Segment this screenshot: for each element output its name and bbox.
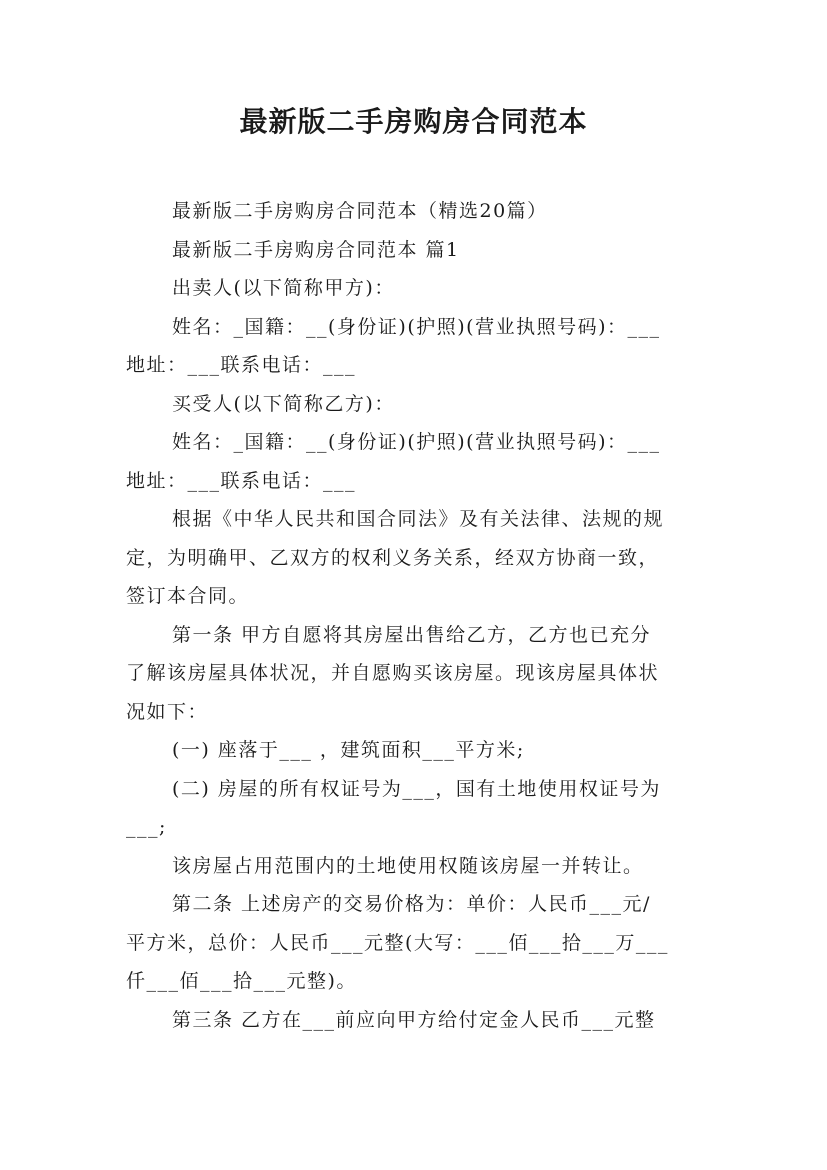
paragraph-line: 第三条 乙方在___前应向甲方给付定金人民币___元整 (172, 1008, 656, 1031)
paragraph-line: 地址：___联系电话：___ (126, 354, 357, 376)
paragraph-line: 最新版二手房购房合同范本 篇1 (172, 238, 460, 261)
paragraph-line: 根据《中华人民共和国合同法》及有关法律、法规的规 (172, 508, 665, 530)
paragraph-line: ___; (126, 816, 167, 838)
paragraph-line: 第二条 上述房产的交易价格为：单价：人民币___元/ (172, 893, 651, 915)
paragraph-line: 买受人(以下简称乙方)： (172, 392, 395, 415)
paragraph-line: 签订本合同。 (126, 585, 250, 607)
paragraph-line: 平方米，总价：人民币___元整(大写：___佰___拾___万___ (126, 931, 669, 954)
document-body (126, 192, 706, 1039)
paragraph-line: 该房屋占用范围内的土地使用权随该房屋一并转让。 (172, 854, 644, 877)
document-title: 最新版二手房购房合同范本 (239, 105, 588, 138)
paragraph-line: 最新版二手房购房合同范本（精选20篇） (172, 200, 548, 222)
paragraph-line: (二) 房屋的所有权证号为___，国有土地使用权证号为 (172, 777, 661, 800)
paragraph-line: 出卖人(以下简称甲方)： (172, 277, 395, 299)
paragraph-line: 第一条 甲方自愿将其房屋出售给乙方，乙方也已充分 (172, 623, 652, 646)
paragraph-line: 定，为明确甲、乙双方的权利义务关系，经双方协商一致， (126, 546, 660, 569)
paragraph-line: 仟___佰___拾___元整)。 (126, 970, 357, 992)
paragraph-line: (一) 座落于___ ，建筑面积___平方米; (172, 739, 525, 761)
paragraph-line: 姓名：_国籍：__(身份证)(护照)(营业执照号码)：___ (172, 315, 661, 338)
paragraph-line: 况如下： (126, 700, 209, 723)
paragraph-line: 地址：___联系电话：___ (126, 469, 357, 492)
paragraph-line: 了解该房屋具体状况，并自愿购买该房屋。现该房屋具体状 (126, 662, 660, 684)
paragraph-line: 姓名：_国籍：__(身份证)(护照)(营业执照号码)：___ (172, 431, 661, 453)
